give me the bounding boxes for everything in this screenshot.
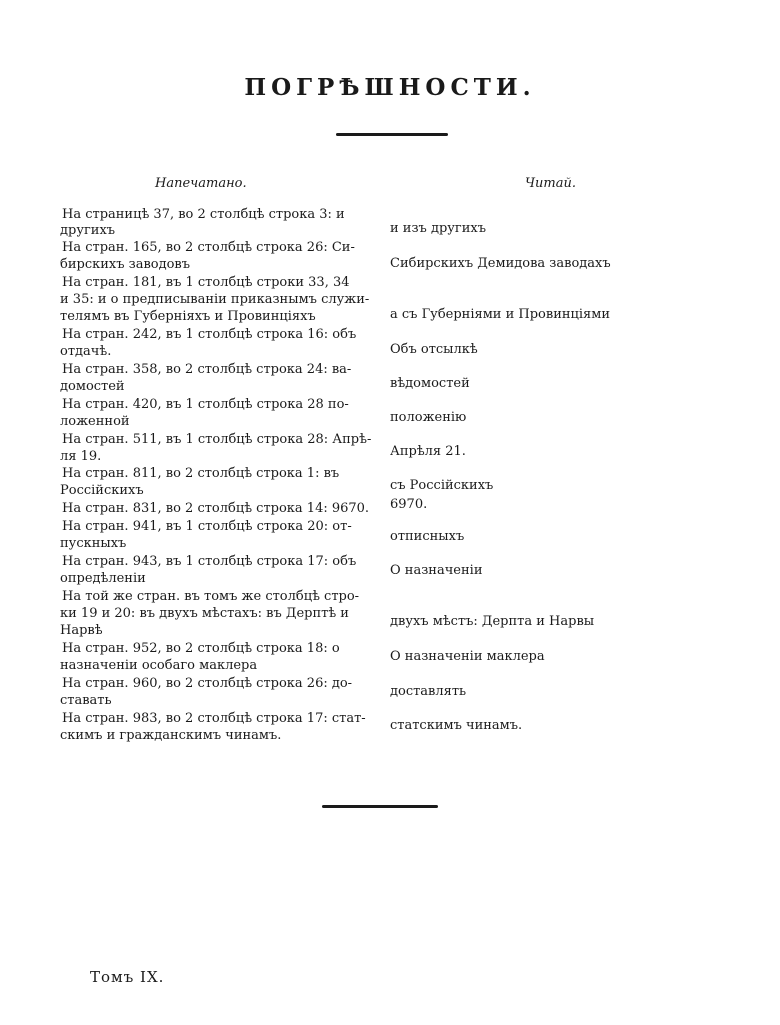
printed-line: ставать — [60, 693, 112, 708]
printed-line: На стран. 420, въ 1 столбцѣ строка 28 по- — [62, 397, 349, 412]
printed-line: На стран. 960, во 2 столбцѣ строка 26: до- — [62, 676, 353, 691]
printed-line: На стран. 811, во 2 столбцѣ строка 1: въ — [62, 466, 340, 481]
printed-line: телямъ въ Губерніяхъ и Провинціяхъ — [60, 309, 316, 324]
printed-line: Россійскихъ — [60, 483, 144, 498]
volume-signature: Томъ IX. — [90, 968, 165, 986]
page-title: ПОГРѢШНОСТИ. — [244, 74, 536, 101]
printed-line: На стран. 943, въ 1 столбцѣ строка 17: объ — [62, 554, 357, 569]
printed-line: На страницѣ 37, во 2 столбцѣ строка 3: и — [62, 207, 345, 222]
printed-line: На той же стран. въ томъ же столбцѣ стро- — [62, 589, 360, 604]
read-column-header: Читай. — [525, 176, 577, 191]
printed-line: бирскихъ заводовъ — [60, 257, 191, 272]
correct-reading: и изъ другихъ — [390, 221, 487, 236]
correct-reading: двухъ мѣстъ: Дерпта и Нарвы — [390, 614, 595, 629]
printed-line: На стран. 165, во 2 столбцѣ строка 26: Си- — [62, 240, 355, 255]
printed-line: Нарвѣ — [60, 623, 103, 638]
printed-line: На стран. 831, во 2 столбцѣ строка 14: 9670. — [62, 501, 370, 516]
printed-line: ложенной — [60, 414, 130, 429]
printed-line: и 35: и о предписываніи приказнымъ служи- — [60, 292, 370, 307]
correct-reading: Сибирскихъ Демидова заводахъ — [390, 256, 611, 271]
correct-reading: положенію — [390, 410, 467, 425]
correct-reading: отписныхъ — [390, 529, 465, 544]
correct-reading: вѣдомостей — [390, 376, 470, 391]
correct-reading: Апрѣля 21. — [390, 444, 466, 459]
title-rule — [336, 133, 448, 136]
printed-line: пускныхъ — [60, 536, 127, 551]
printed-line: На стран. 358, во 2 столбцѣ строка 24: ва- — [62, 362, 352, 377]
printed-line: опредѣленіи — [60, 571, 146, 586]
printed-line: На стран. 952, во 2 столбцѣ строка 18: о — [62, 641, 340, 656]
correct-reading: доставлять — [390, 684, 467, 699]
printed-line: На стран. 181, въ 1 столбцѣ строки 33, 34 — [62, 275, 350, 290]
printed-line: На стран. 242, въ 1 столбцѣ строка 16: объ — [62, 327, 357, 342]
printed-line: На стран. 511, въ 1 столбцѣ строка 28: Апрѣ- — [62, 432, 372, 447]
printed-line: ки 19 и 20: въ двухъ мѣстахъ: въ Дерптѣ и — [60, 606, 349, 621]
printed-line: На стран. 941, въ 1 столбцѣ строка 20: от- — [62, 519, 352, 534]
correct-reading: статскимъ чинамъ. — [390, 718, 523, 733]
printed-line: скимъ и гражданскимъ чинамъ. — [60, 728, 282, 743]
correct-reading: О назначеніи маклера — [390, 649, 545, 664]
printed-column-header: Напечатано. — [155, 176, 247, 191]
printed-line: ля 19. — [60, 449, 102, 464]
printed-line: отдачѣ. — [60, 344, 112, 359]
correct-reading: 6970. — [390, 497, 428, 512]
correct-reading: а съ Губерніями и Провинціями — [390, 307, 611, 322]
correct-reading: съ Россійскихъ — [390, 478, 494, 493]
printed-line: домостей — [60, 379, 125, 394]
printed-line: другихъ — [60, 223, 116, 238]
correct-reading: О назначеніи — [390, 563, 483, 578]
printed-line: назначеніи особаго маклера — [60, 658, 258, 673]
correct-reading: Объ отсылкѣ — [390, 342, 478, 357]
printed-line: На стран. 983, во 2 столбцѣ строка 17: стат- — [62, 711, 366, 726]
closing-rule — [322, 805, 438, 808]
